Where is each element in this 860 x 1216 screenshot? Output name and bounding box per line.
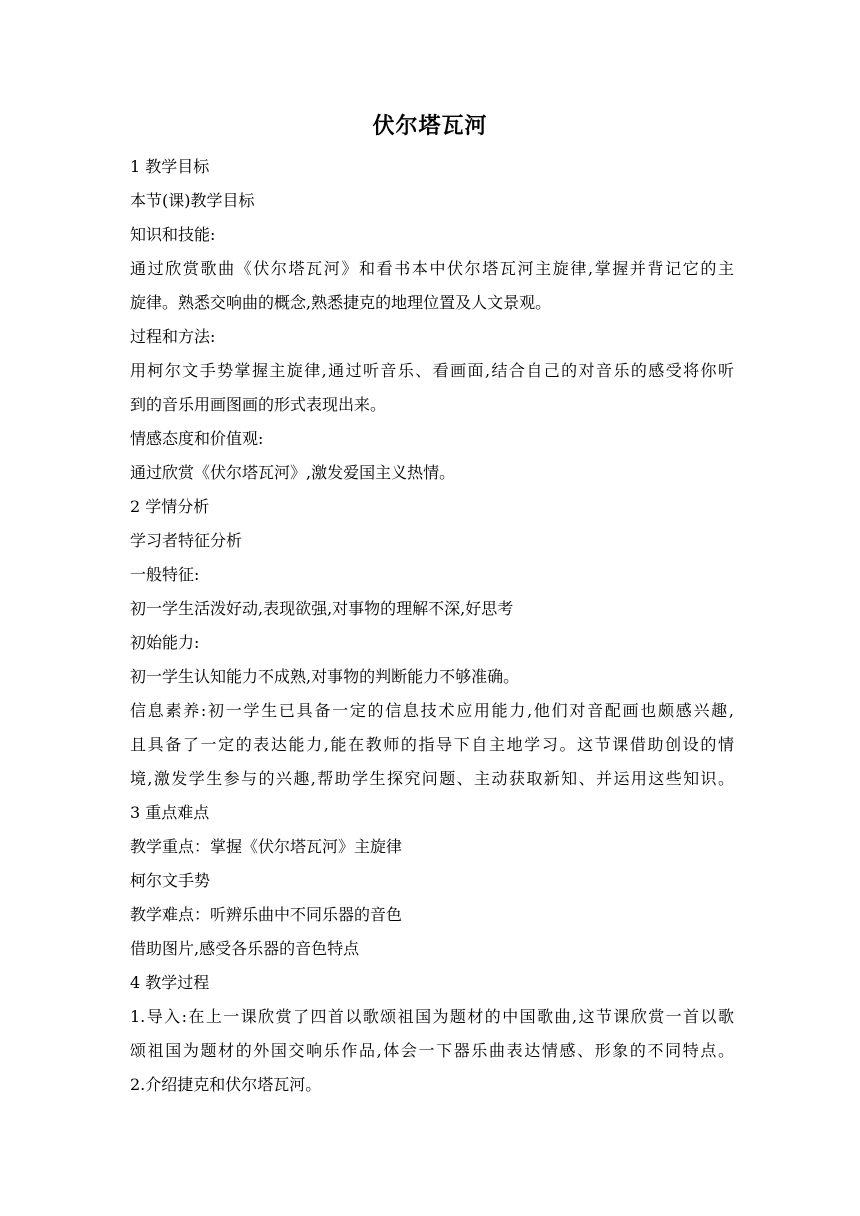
paragraph-line: 2.介绍捷克和伏尔塔瓦河。 [130,1075,322,1094]
paragraph-line: 本节(课)教学目标 [130,191,255,210]
paragraph-line: 初一学生认知能力不成熟,对事物的判断能力不够准确。 [130,667,520,686]
paragraph-line: 情感态度和价值观: [130,429,264,448]
paragraph-line: 用柯尔文手势掌握主旋律,通过听音乐、看画面,结合自己的对音乐的感受将你听 [130,361,734,380]
paragraph-line: 初始能力: [130,633,200,652]
paragraph-line: 通过欣赏歌曲《伏尔塔瓦河》和看书本中伏尔塔瓦河主旋律,掌握并背记它的主 [130,259,734,278]
paragraph-line: 信息素养:初一学生已具备一定的信息技术应用能力,他们对音配画也颇感兴趣, [130,701,734,720]
paragraph-line: 知识和技能: [130,225,216,244]
paragraph-line: 2 学情分析 [130,497,210,516]
paragraph-line: 1.导入:在上一课欣赏了四首以歌颂祖国为题材的中国歌曲,这节课欣赏一首以歌 [130,1007,734,1026]
paragraph-line: 4 教学过程 [130,973,210,992]
paragraph-line: 到的音乐用画图画的形式表现出来。 [130,395,387,414]
paragraph-line: 通过欣赏《伏尔塔瓦河》,激发爱国主义热情。 [130,463,456,482]
paragraph-line: 1 教学目标 [130,157,210,176]
paragraph-line: 过程和方法: [130,327,216,346]
paragraph-line: 境,激发学生参与的兴趣,帮助学生探究问题、主动获取新知、并运用这些知识。 [130,769,734,788]
paragraph-line: 3 重点难点 [130,803,210,822]
document-title: 伏尔塔瓦河 [372,114,488,139]
paragraph-line: 学习者特征分析 [130,531,243,550]
paragraph-line: 旋律。熟悉交响曲的概念,熟悉捷克的地理位置及人文景观。 [130,293,552,312]
paragraph-line: 且具备了一定的表达能力,能在教师的指导下自主地学习。这节课借助创设的情 [130,735,734,754]
paragraph-line: 教学重点：掌握《伏尔塔瓦河》主旋律 [130,837,403,856]
paragraph-line: 颂祖国为题材的外国交响乐作品,体会一下器乐曲表达情感、形象的不同特点。 [130,1041,734,1060]
paragraph-line: 教学难点：听辨乐曲中不同乐器的音色 [130,905,403,924]
paragraph-line: 初一学生活泼好动,表现欲强,对事物的理解不深,好思考 [130,599,514,618]
paragraph-line: 一般特征: [130,565,200,584]
document-body [130,150,734,1102]
paragraph-line: 柯尔文手势 [130,871,211,890]
paragraph-line: 借助图片,感受各乐器的音色特点 [130,939,360,958]
